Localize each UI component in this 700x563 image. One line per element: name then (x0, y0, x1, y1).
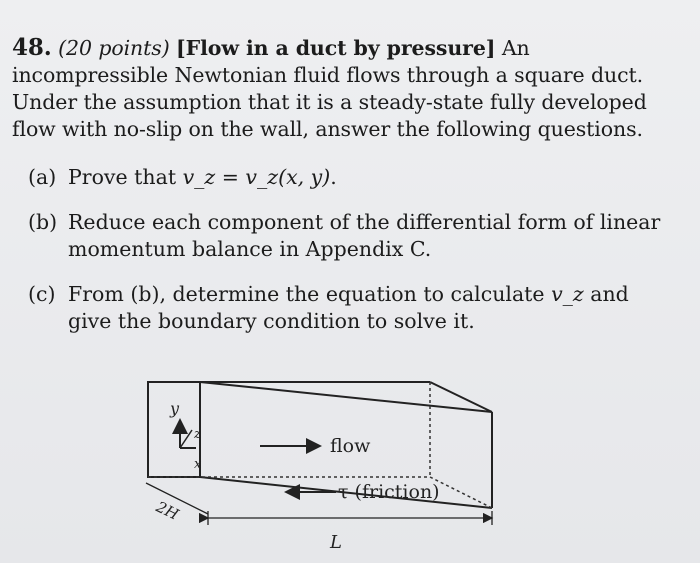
problem-statement (12, 34, 688, 143)
axis-x-label: x (194, 457, 202, 472)
problem-text: An incompressible Newtonian fluid flows through a square duct. Under the assumption that it is a steady-state fully developed flow with no-slip on the wall, answer the following questions. (12, 36, 647, 141)
problem-number: 48. (12, 34, 52, 61)
question-text: Reduce each component of the differential form of linear momentum balance in Appendix C. (68, 210, 661, 261)
z-axis-line (180, 430, 192, 448)
problem-topic: [Flow in a duct by pressure] (176, 36, 496, 60)
axis-z-label: z (194, 427, 201, 442)
question-math: v_z (551, 282, 584, 306)
question-c (28, 281, 678, 335)
question-label: (c) (28, 282, 56, 306)
axis-y-label: y (170, 399, 180, 418)
width-label: 2H (153, 497, 182, 524)
problem-points: (20 points) (58, 36, 170, 60)
duct-top-diagonal (200, 382, 492, 412)
question-label: (a) (28, 165, 57, 189)
friction-label: τ (friction) (338, 481, 440, 503)
duct-diagram (140, 378, 500, 558)
question-math: v_z = v_z(x, y) (182, 165, 331, 189)
question-b (28, 209, 678, 263)
question-tail: and give the boundary condition to solve it. (68, 282, 629, 333)
question-label: (b) (28, 210, 58, 234)
question-text: Prove that (68, 165, 183, 189)
flow-label: flow (330, 435, 371, 457)
duct-front-face (148, 382, 200, 477)
question-a (28, 164, 678, 191)
length-label: L (330, 532, 342, 553)
question-list (28, 164, 678, 353)
question-tail: . (330, 165, 337, 189)
question-text: From (b), determine the equation to calculate (68, 282, 552, 306)
